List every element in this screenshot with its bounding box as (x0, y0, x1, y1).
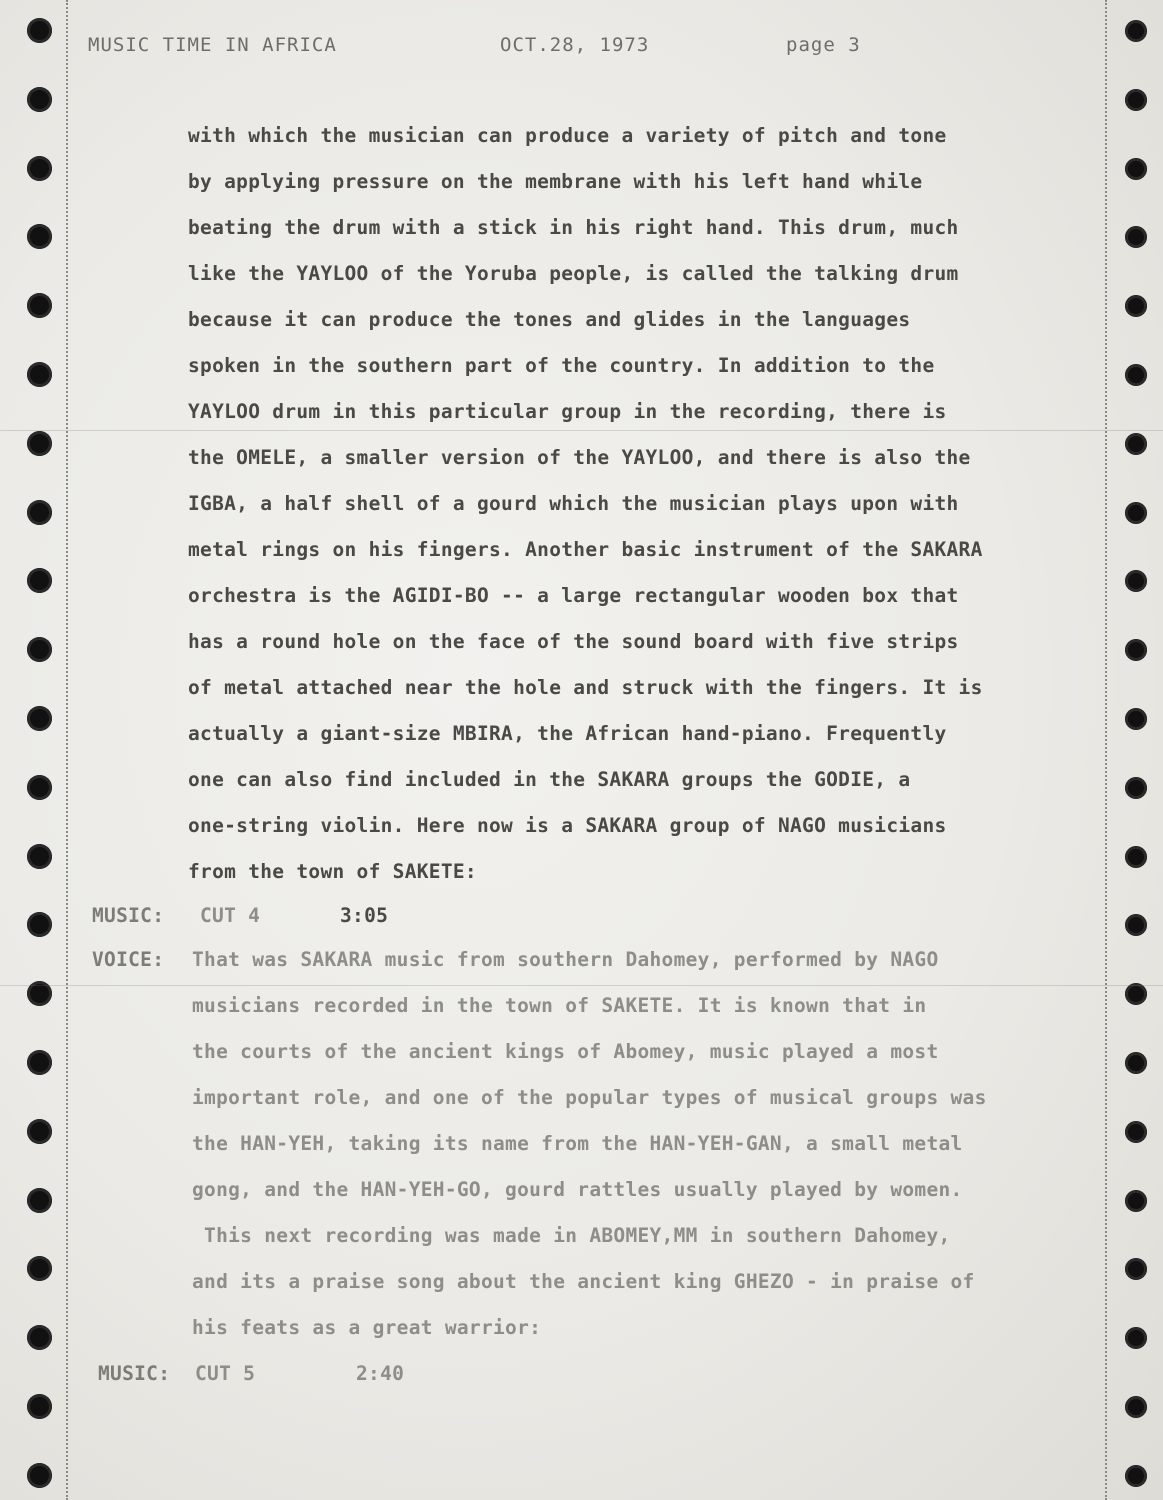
paper-fold (0, 985, 1163, 986)
program-title: MUSIC TIME IN AFRICA (88, 34, 337, 56)
body-line: of metal attached near the hole and struck with the fingers. It is (188, 676, 983, 699)
tractor-hole (27, 844, 52, 869)
voice-line: important role, and one of the popular types of musical groups was (192, 1086, 987, 1109)
body-line: IGBA, a half shell of a gourd which the musician plays upon with (188, 492, 959, 515)
tractor-hole (1125, 1258, 1147, 1280)
tractor-hole (1125, 20, 1147, 42)
tractor-hole (1125, 1052, 1147, 1074)
body-line: spoken in the southern part of the country. In addition to the (188, 354, 935, 377)
tractor-hole (1125, 777, 1147, 799)
tractor-hole (27, 431, 52, 456)
tractor-hole (1125, 226, 1147, 248)
tractor-hole (1125, 639, 1147, 661)
voice-label: VOICE: (92, 948, 165, 971)
body-line: one can also find included in the SAKARA groups the GODIE, a (188, 768, 911, 791)
body-line: by applying pressure on the membrane with his left hand while (188, 170, 923, 193)
tractor-hole (27, 1463, 52, 1488)
tractor-hole (27, 500, 52, 525)
body-line: metal rings on his fingers. Another basic instrument of the SAKARA (188, 538, 983, 561)
tractor-hole (1125, 158, 1147, 180)
body-line: has a round hole on the face of the sound board with five strips (188, 630, 959, 653)
cue-duration: 2:40 (356, 1362, 405, 1385)
tractor-hole (27, 224, 52, 249)
tractor-hole (1125, 1327, 1147, 1349)
paper-fold (0, 430, 1163, 431)
tractor-hole (1125, 1121, 1147, 1143)
tractor-hole (27, 1119, 52, 1144)
body-line: actually a giant-size MBIRA, the African hand-piano. Frequently (188, 722, 947, 745)
tractor-hole (27, 1256, 52, 1281)
body-line: because it can produce the tones and glides in the languages (188, 308, 911, 331)
tractor-hole (27, 156, 52, 181)
voice-line: musicians recorded in the town of SAKETE. It is known that in (192, 994, 927, 1017)
tractor-hole (1125, 433, 1147, 455)
tractor-hole (27, 1188, 52, 1213)
tractor-hole (27, 568, 52, 593)
voice-line: the HAN-YEH, taking its name from the HAN-YEH-GAN, a small metal (192, 1132, 963, 1155)
left-perforation-line (66, 0, 69, 1500)
cue-duration: 3:05 (340, 904, 389, 927)
tractor-hole (1125, 1465, 1147, 1487)
tractor-hole (27, 775, 52, 800)
tractor-hole (27, 1050, 52, 1075)
cue-cut: CUT 5 (195, 1362, 256, 1385)
tractor-hole (1125, 502, 1147, 524)
right-perforation-line (1105, 0, 1108, 1500)
tractor-hole (27, 293, 52, 318)
body-line: like the YAYLOO of the Yoruba people, is called the talking drum (188, 262, 959, 285)
voice-line: This next recording was made in ABOMEY,MM in southern Dahomey, (192, 1224, 951, 1247)
cue-label: MUSIC: (98, 1362, 171, 1385)
header-date: OCT.28, 1973 (500, 34, 650, 56)
voice-line: gong, and the HAN-YEH-GO, gourd rattles usually played by women. (192, 1178, 963, 1201)
body-line: the OMELE, a smaller version of the YAYLOO, and there is also the (188, 446, 971, 469)
body-line: orchestra is the AGIDI-BO -- a large rectangular wooden box that (188, 584, 959, 607)
voice-line: and its a praise song about the ancient king GHEZO - in praise of (192, 1270, 975, 1293)
tractor-hole (1125, 570, 1147, 592)
tractor-hole (1125, 846, 1147, 868)
voice-line: That was SAKARA music from southern Dahomey, performed by NAGO (192, 948, 939, 971)
tractor-hole (27, 706, 52, 731)
tractor-hole (27, 18, 52, 43)
tractor-hole (27, 362, 52, 387)
tractor-hole (27, 912, 52, 937)
voice-line: the courts of the ancient kings of Abomey, music played a most (192, 1040, 939, 1063)
body-line: with which the musician can produce a variety of pitch and tone (188, 124, 947, 147)
tractor-hole (27, 1325, 52, 1350)
tractor-hole (1125, 1396, 1147, 1418)
page-number: page 3 (786, 34, 861, 56)
tractor-hole (1125, 983, 1147, 1005)
tractor-hole (1125, 89, 1147, 111)
body-line: from the town of SAKETE: (188, 860, 477, 883)
tractor-hole (1125, 914, 1147, 936)
tractor-hole (1125, 708, 1147, 730)
body-line: one-string violin. Here now is a SAKARA group of NAGO musicians (188, 814, 947, 837)
body-line: beating the drum with a stick in his right hand. This drum, much (188, 216, 959, 239)
tractor-hole (27, 1394, 52, 1419)
tractor-hole (1125, 295, 1147, 317)
page-header (88, 34, 988, 60)
voice-line: his feats as a great warrior: (192, 1316, 542, 1339)
tractor-hole (27, 637, 52, 662)
cue-cut: CUT 4 (200, 904, 261, 927)
tractor-hole (1125, 1190, 1147, 1212)
tractor-hole (27, 87, 52, 112)
tractor-hole (1125, 364, 1147, 386)
body-line: YAYLOO drum in this particular group in the recording, there is (188, 400, 947, 423)
cue-label: MUSIC: (92, 904, 165, 927)
